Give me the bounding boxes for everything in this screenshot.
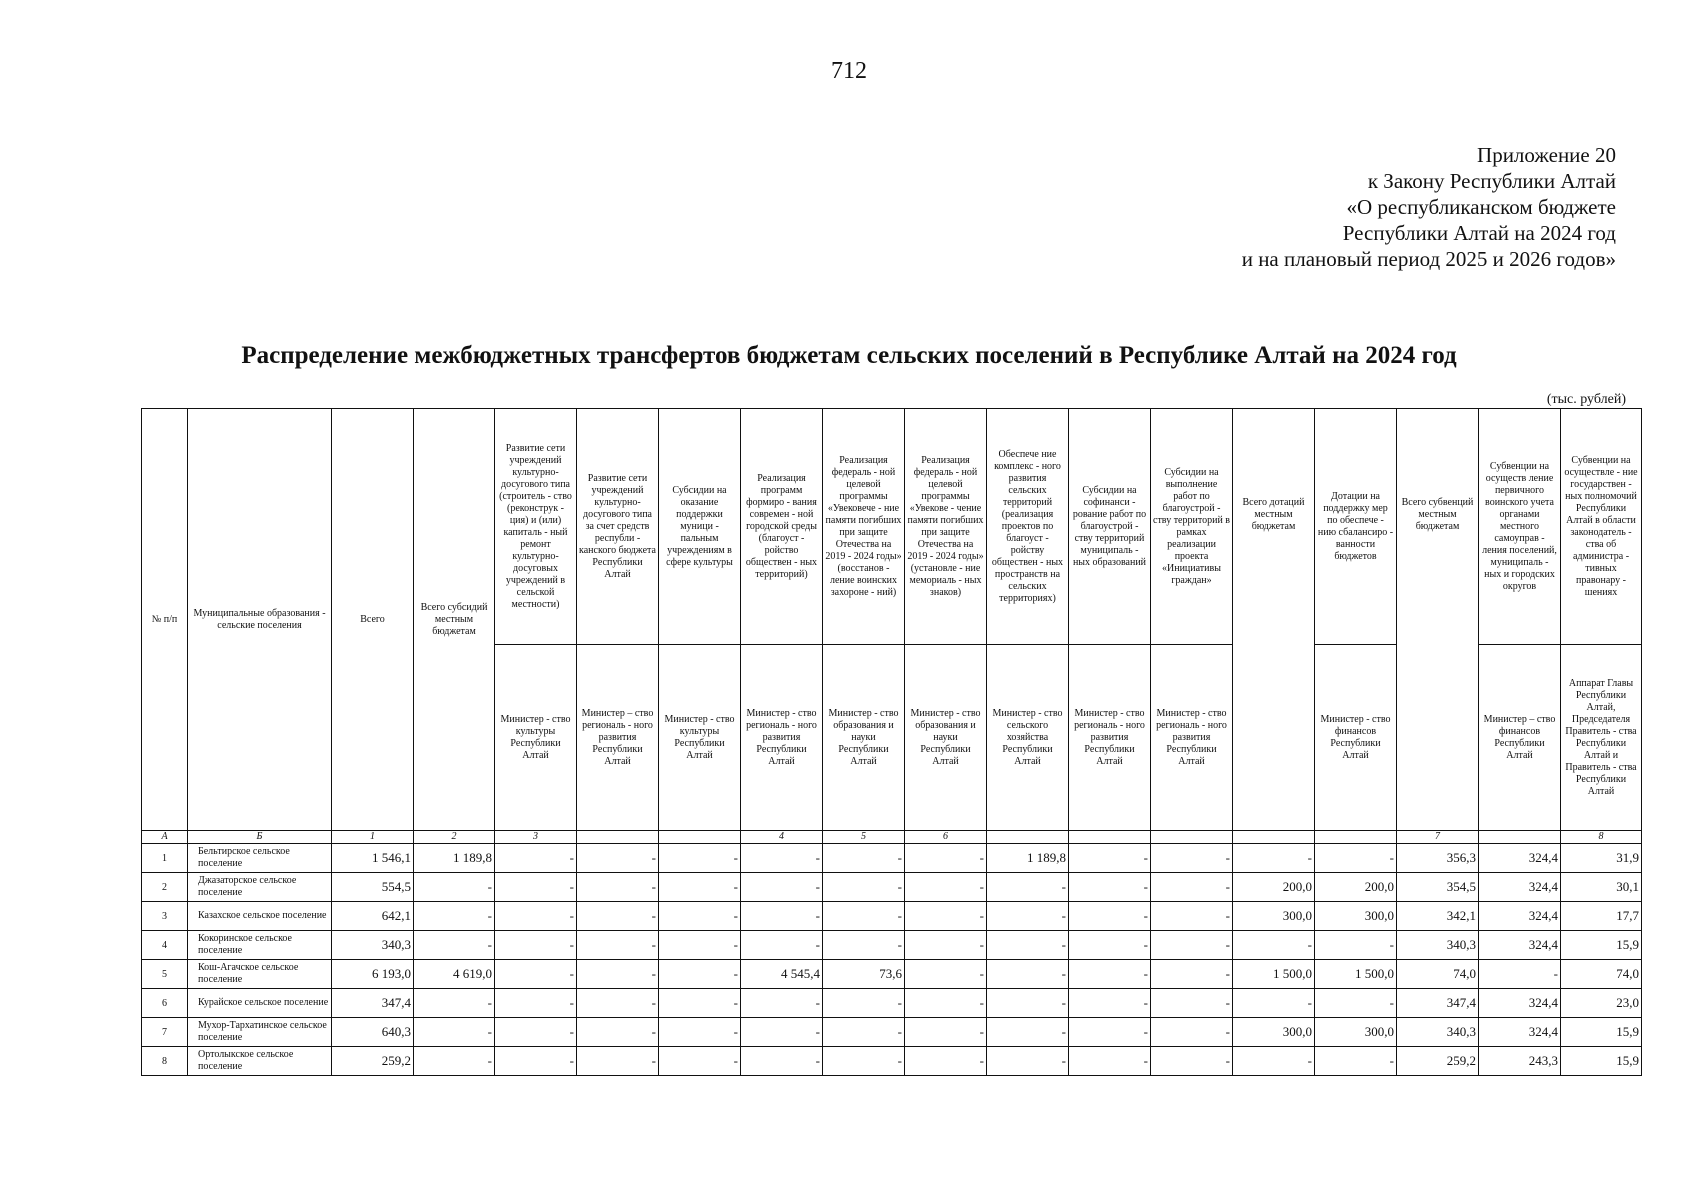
header-cell: Всего дотаций местным бюджетам: [1233, 409, 1315, 831]
header-row: [142, 409, 1642, 645]
amount-cell: 31,9: [1561, 844, 1642, 873]
amount-cell: 324,4: [1479, 873, 1561, 902]
header-cell: № п/п: [142, 409, 188, 831]
amount-cell: -: [905, 902, 987, 931]
amount-cell: -: [905, 989, 987, 1018]
column-index-cell: 4: [741, 831, 823, 844]
amount-cell: -: [1151, 844, 1233, 873]
table-row: [142, 1047, 1642, 1076]
ministry-cell: Аппарат Главы Республики Алтай, Председателя Правитель - ства Республики Алтай и Правитель - ства Республики Алтай: [1561, 645, 1642, 831]
column-index-cell: 2: [414, 831, 495, 844]
amount-cell: 1 546,1: [332, 844, 414, 873]
amount-cell: 243,3: [1479, 1047, 1561, 1076]
column-index-cell: 7: [1397, 831, 1479, 844]
header-cell: Всего: [332, 409, 414, 831]
amount-cell: -: [495, 1047, 577, 1076]
header-cell: Реализация федераль - ной целевой программы «Увекове - чение памяти погибших при защите Отечества на 2019 - 2024 годы» (установле - ние мемориаль - ных знаков): [905, 409, 987, 645]
amount-cell: 340,3: [1397, 1018, 1479, 1047]
amount-cell: -: [577, 873, 659, 902]
amount-cell: -: [1069, 902, 1151, 931]
settlement-name-cell: Курайское сельское поселение: [188, 989, 332, 1018]
column-index-row: [142, 831, 1642, 844]
ministry-cell: Министер - ство сельского хозяйства Республики Алтай: [987, 645, 1069, 831]
amount-cell: -: [1069, 931, 1151, 960]
amount-cell: 1 189,8: [414, 844, 495, 873]
amount-cell: -: [577, 931, 659, 960]
amount-cell: -: [987, 989, 1069, 1018]
amount-cell: 354,5: [1397, 873, 1479, 902]
ministry-cell: Министер - ство культуры Республики Алтай: [659, 645, 741, 831]
settlement-name-cell: Бельтирское сельское поселение: [188, 844, 332, 873]
amount-cell: -: [905, 931, 987, 960]
header-cell: Реализация федераль - ной целевой программы «Увековече - ние памяти погибших при защите Отечества на 2019 - 2024 годы» (восстанов - ление воинских захороне - ний): [823, 409, 905, 645]
table-row: [142, 989, 1642, 1018]
header-cell: Всего субвенций местным бюджетам: [1397, 409, 1479, 831]
amount-cell: 4 619,0: [414, 960, 495, 989]
transfers-table: [141, 408, 1642, 1076]
amount-cell: 324,4: [1479, 844, 1561, 873]
amount-cell: -: [741, 902, 823, 931]
ministry-cell: Министер - ство региональ - ного развития Республики Алтай: [1151, 645, 1233, 831]
row-number-cell: 5: [142, 960, 188, 989]
amount-cell: -: [495, 960, 577, 989]
settlement-name-cell: Мухор-Тархатинское сельское поселение: [188, 1018, 332, 1047]
amount-cell: 342,1: [1397, 902, 1479, 931]
amount-cell: 554,5: [332, 873, 414, 902]
ministry-cell: Министер - ство финансов Республики Алтай: [1315, 645, 1397, 831]
amount-cell: -: [495, 902, 577, 931]
amount-cell: -: [987, 873, 1069, 902]
amount-cell: -: [495, 1018, 577, 1047]
amount-cell: -: [495, 989, 577, 1018]
amount-cell: -: [1151, 1047, 1233, 1076]
row-number-cell: 4: [142, 931, 188, 960]
amount-cell: -: [1151, 989, 1233, 1018]
ministry-cell: Министер - ство региональ - ного развития Республики Алтай: [1069, 645, 1151, 831]
amount-cell: 340,3: [332, 931, 414, 960]
amount-cell: -: [414, 1018, 495, 1047]
header-cell: Муниципальные образования - сельские поселения: [188, 409, 332, 831]
row-number-cell: 6: [142, 989, 188, 1018]
amount-cell: -: [1069, 873, 1151, 902]
amount-cell: 300,0: [1315, 902, 1397, 931]
amount-cell: -: [741, 844, 823, 873]
amount-cell: -: [905, 960, 987, 989]
amount-cell: -: [1233, 1047, 1315, 1076]
amount-cell: -: [577, 1047, 659, 1076]
table-body: [142, 844, 1642, 1076]
ministry-cell: Министер - ство культуры Республики Алтай: [495, 645, 577, 831]
ministry-cell: Министер - ство образования и науки Республики Алтай: [905, 645, 987, 831]
ministry-cell: Министер - ство региональ - ного развития Республики Алтай: [741, 645, 823, 831]
ministry-cell: Министер - ство образования и науки Республики Алтай: [823, 645, 905, 831]
amount-cell: -: [659, 1018, 741, 1047]
amount-cell: -: [823, 902, 905, 931]
amount-cell: 259,2: [1397, 1047, 1479, 1076]
units-note: (тыс. рублей): [1546, 392, 1626, 407]
amount-cell: -: [1151, 1018, 1233, 1047]
amount-cell: -: [577, 989, 659, 1018]
amount-cell: -: [414, 873, 495, 902]
amount-cell: 324,4: [1479, 931, 1561, 960]
amount-cell: -: [1315, 1047, 1397, 1076]
amount-cell: 300,0: [1233, 902, 1315, 931]
amount-cell: -: [495, 844, 577, 873]
header-cell: Субсидии на софинанси - рование работ по благоустрой - ству территорий муниципаль - ных образований: [1069, 409, 1151, 645]
amount-cell: -: [1315, 989, 1397, 1018]
table-row: [142, 844, 1642, 873]
table-row: [142, 1018, 1642, 1047]
amount-cell: 1 500,0: [1315, 960, 1397, 989]
amount-cell: -: [659, 844, 741, 873]
column-index-cell: [1479, 831, 1561, 844]
amount-cell: 300,0: [1315, 1018, 1397, 1047]
amount-cell: -: [659, 960, 741, 989]
amount-cell: -: [987, 1018, 1069, 1047]
settlement-name-cell: Джазаторское сельское поселение: [188, 873, 332, 902]
amount-cell: -: [495, 873, 577, 902]
amount-cell: -: [414, 902, 495, 931]
header-cell: Всего субсидий местным бюджетам: [414, 409, 495, 831]
header-cell: Дотации на поддержку мер по обеспече - нию сбалансиро - ванности бюджетов: [1315, 409, 1397, 645]
amount-cell: 15,9: [1561, 1047, 1642, 1076]
amount-cell: 1 500,0: [1233, 960, 1315, 989]
amount-cell: -: [741, 1018, 823, 1047]
settlement-name-cell: Кош-Агачское сельское поселение: [188, 960, 332, 989]
amount-cell: 259,2: [332, 1047, 414, 1076]
amount-cell: -: [1233, 989, 1315, 1018]
appendix-line: «О республиканском бюджете: [1346, 195, 1616, 219]
amount-cell: -: [659, 989, 741, 1018]
column-index-cell: [1315, 831, 1397, 844]
amount-cell: 1 189,8: [987, 844, 1069, 873]
amount-cell: 642,1: [332, 902, 414, 931]
appendix-line: Приложение 20: [1477, 143, 1616, 167]
amount-cell: -: [823, 873, 905, 902]
amount-cell: -: [1151, 931, 1233, 960]
amount-cell: -: [741, 989, 823, 1018]
amount-cell: -: [577, 1018, 659, 1047]
amount-cell: -: [741, 873, 823, 902]
column-index-cell: [659, 831, 741, 844]
amount-cell: -: [905, 873, 987, 902]
header-cell: Субсидии на оказание поддержки муници - пальным учреждениям в сфере культуры: [659, 409, 741, 645]
amount-cell: -: [1069, 1018, 1151, 1047]
amount-cell: -: [823, 1047, 905, 1076]
ministry-cell: Министер – ство региональ - ного развития Республики Алтай: [577, 645, 659, 831]
amount-cell: -: [495, 931, 577, 960]
amount-cell: -: [1151, 960, 1233, 989]
amount-cell: 15,9: [1561, 931, 1642, 960]
row-number-cell: 1: [142, 844, 188, 873]
column-index-cell: [987, 831, 1069, 844]
amount-cell: 15,9: [1561, 1018, 1642, 1047]
amount-cell: 4 545,4: [741, 960, 823, 989]
amount-cell: -: [1315, 931, 1397, 960]
amount-cell: -: [414, 989, 495, 1018]
amount-cell: -: [659, 931, 741, 960]
ministry-cell: Министер – ство финансов Республики Алтай: [1479, 645, 1561, 831]
column-index-cell: А: [142, 831, 188, 844]
amount-cell: -: [1151, 902, 1233, 931]
header-cell: Развитие сети учреждений культурно-досугового типа за счет средств республи - канского бюджета Республики Алтай: [577, 409, 659, 645]
amount-cell: -: [741, 931, 823, 960]
amount-cell: -: [823, 1018, 905, 1047]
amount-cell: -: [905, 1047, 987, 1076]
amount-cell: -: [987, 960, 1069, 989]
header-cell: Субсидии на выполнение работ по благоустрой - ству территорий в рамках реализации проекта «Инициативы граждан»: [1151, 409, 1233, 645]
settlement-name-cell: Казахское сельское поселение: [188, 902, 332, 931]
column-index-cell: 6: [905, 831, 987, 844]
amount-cell: 200,0: [1315, 873, 1397, 902]
row-number-cell: 8: [142, 1047, 188, 1076]
amount-cell: 74,0: [1397, 960, 1479, 989]
column-index-cell: [1069, 831, 1151, 844]
amount-cell: 6 193,0: [332, 960, 414, 989]
amount-cell: 640,3: [332, 1018, 414, 1047]
amount-cell: 30,1: [1561, 873, 1642, 902]
amount-cell: -: [987, 902, 1069, 931]
amount-cell: -: [577, 902, 659, 931]
amount-cell: 74,0: [1561, 960, 1642, 989]
table-row: [142, 960, 1642, 989]
amount-cell: -: [741, 1047, 823, 1076]
amount-cell: 324,4: [1479, 1018, 1561, 1047]
amount-cell: 324,4: [1479, 989, 1561, 1018]
page-number: 712: [831, 58, 867, 84]
document-title: Распределение межбюджетных трансфертов бюджетам сельских поселений в Республике Алтай на 2024 год: [241, 342, 1457, 369]
amount-cell: -: [1233, 931, 1315, 960]
column-index-cell: [1233, 831, 1315, 844]
column-index-cell: 8: [1561, 831, 1642, 844]
column-index-cell: [577, 831, 659, 844]
amount-cell: 324,4: [1479, 902, 1561, 931]
settlement-name-cell: Ортолыкское сельское поселение: [188, 1047, 332, 1076]
amount-cell: -: [414, 931, 495, 960]
amount-cell: -: [414, 1047, 495, 1076]
amount-cell: 347,4: [332, 989, 414, 1018]
amount-cell: 340,3: [1397, 931, 1479, 960]
header-cell: Субвенции на осуществ ление первичного воинского учета органами местного самоуправ - ления поселений, муниципаль - ных и городских округов: [1479, 409, 1561, 645]
appendix-line: Республики Алтай на 2024 год: [1342, 221, 1616, 245]
amount-cell: 356,3: [1397, 844, 1479, 873]
amount-cell: 17,7: [1561, 902, 1642, 931]
amount-cell: -: [1315, 844, 1397, 873]
column-index-cell: 1: [332, 831, 414, 844]
amount-cell: 23,0: [1561, 989, 1642, 1018]
amount-cell: -: [1233, 844, 1315, 873]
amount-cell: -: [577, 844, 659, 873]
table-row: [142, 931, 1642, 960]
amount-cell: -: [823, 989, 905, 1018]
amount-cell: 200,0: [1233, 873, 1315, 902]
column-index-cell: 3: [495, 831, 577, 844]
amount-cell: -: [905, 844, 987, 873]
amount-cell: -: [823, 844, 905, 873]
appendix-line: и на плановый период 2025 и 2026 годов»: [1241, 247, 1616, 271]
amount-cell: 347,4: [1397, 989, 1479, 1018]
amount-cell: -: [1479, 960, 1561, 989]
header-cell: Реализация программ формиро - вания современ - ной городской среды (благоуст - ройство обществен - ных территорий): [741, 409, 823, 645]
amount-cell: -: [659, 1047, 741, 1076]
header-cell: Развитие сети учреждений культурно-досугового типа (строитель - ство (реконструк - ция) и (или) капиталь - ный ремонт культурно-досуговых учреждений в сельской местности): [495, 409, 577, 645]
header-cell: Обеспече ние комплекс - ного развития сельских территорий (реализация проектов по благоуст - ройству обществен - ных пространств на сельских территориях): [987, 409, 1069, 645]
row-number-cell: 7: [142, 1018, 188, 1047]
amount-cell: -: [1069, 844, 1151, 873]
row-number-cell: 3: [142, 902, 188, 931]
amount-cell: 73,6: [823, 960, 905, 989]
amount-cell: -: [659, 873, 741, 902]
amount-cell: -: [1151, 873, 1233, 902]
appendix-reference: [1242, 142, 1616, 272]
column-index-cell: Б: [188, 831, 332, 844]
amount-cell: 300,0: [1233, 1018, 1315, 1047]
settlement-name-cell: Кокоринское сельское поселение: [188, 931, 332, 960]
column-index-cell: 5: [823, 831, 905, 844]
appendix-line: к Закону Республики Алтай: [1367, 169, 1616, 193]
amount-cell: -: [987, 1047, 1069, 1076]
amount-cell: -: [659, 902, 741, 931]
amount-cell: -: [905, 1018, 987, 1047]
amount-cell: -: [1069, 989, 1151, 1018]
amount-cell: -: [577, 960, 659, 989]
amount-cell: -: [1069, 1047, 1151, 1076]
table-row: [142, 873, 1642, 902]
amount-cell: -: [1069, 960, 1151, 989]
column-index-cell: [1151, 831, 1233, 844]
table-row: [142, 902, 1642, 931]
amount-cell: -: [823, 931, 905, 960]
header-cell: Субвенции на осуществле - ние государствен - ных полномочий Республики Алтай в области законодатель - ства об администра - тивных правонару - шениях: [1561, 409, 1642, 645]
amount-cell: -: [987, 931, 1069, 960]
row-number-cell: 2: [142, 873, 188, 902]
